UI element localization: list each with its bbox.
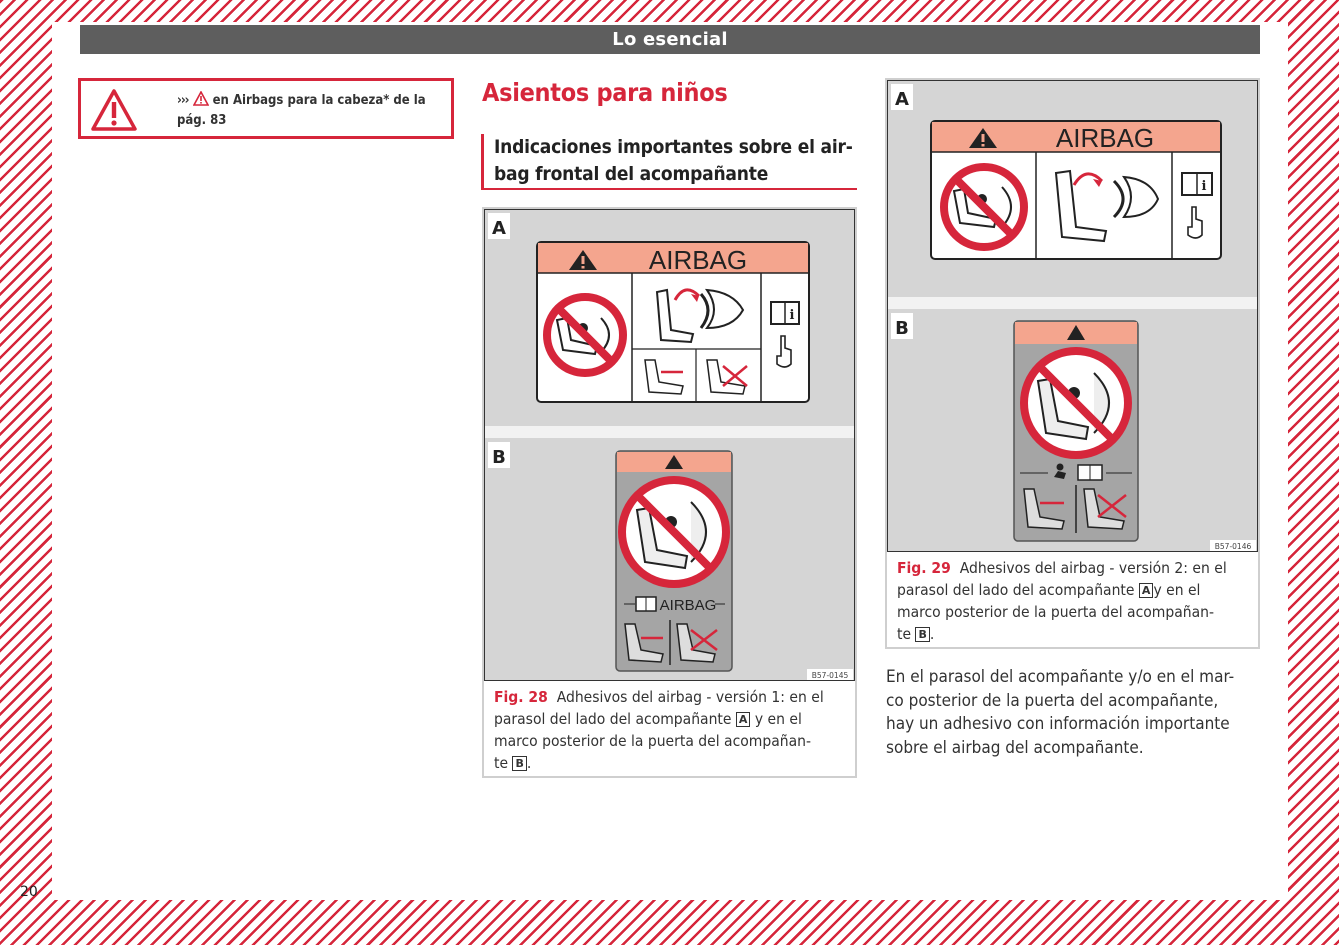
key-b-box: B — [915, 627, 929, 642]
caption-line: parasol del lado del acompañante — [494, 710, 732, 728]
figure-28-label-a: A — [492, 218, 506, 239]
figure-29-caption: Fig. 29 Adhesivos del airbag - versión 2: en el parasol del lado del acompañante A y en el marco posterior de la puerta del acompañan- te B . — [897, 557, 1257, 645]
figure-28-number: Fig. 28 — [494, 688, 548, 706]
airbag-sticker-v2 — [931, 121, 1221, 259]
no-child-seat-icon — [547, 297, 623, 373]
caption-line: marco posterior de la puerta del acompañan- — [897, 603, 1215, 621]
no-child-seat-icon — [1024, 351, 1128, 455]
warning-box — [78, 78, 454, 139]
caption-line: te — [897, 625, 912, 643]
svg-text:i: i — [1201, 179, 1207, 194]
body-paragraph — [886, 666, 1262, 760]
figure-29-image — [887, 80, 1258, 552]
warning-text[interactable]: en Airbags para la cabeza* de la pág. 83 — [177, 93, 426, 128]
manual-icon — [771, 302, 799, 324]
figure-29-code: B57-0146 — [1214, 542, 1252, 551]
page-number: 20 — [20, 884, 38, 900]
warning-reference — [177, 91, 439, 131]
caption-line: te — [494, 754, 509, 772]
sticker-airbag-title: AIRBAG — [648, 245, 748, 275]
airbag-door-sticker-v1 — [616, 451, 732, 671]
caption-line: marco posterior de la puerta del acompañan- — [494, 732, 812, 750]
svg-text:i: i — [789, 308, 795, 323]
caption-line: parasol del lado del acompañante — [897, 581, 1135, 599]
continue-arrows: ››› — [177, 93, 189, 108]
figure-29-number: Fig. 29 — [897, 559, 951, 577]
figure-29 — [885, 78, 1260, 649]
page-header: Lo esencial — [80, 25, 1260, 54]
figure-28-caption: Fig. 28 Adhesivos del airbag - versión 1: en el parasol del lado del acompañante A y en el marco posterior de la puerta del acompañan- te B . — [494, 686, 854, 774]
sticker-airbag-title: AIRBAG — [1055, 123, 1155, 153]
figure-29-label-a: A — [895, 89, 909, 110]
body-line: hay un adhesivo con información importante — [886, 714, 1230, 734]
subtitle-line-2: bag frontal del acompañante — [494, 163, 769, 185]
section-title: Asientos para niños — [482, 78, 728, 107]
body-line: sobre el airbag del acompañante. — [886, 737, 1144, 758]
figure-28 — [482, 207, 857, 778]
key-a-box: A — [736, 712, 751, 727]
caption-line: y en el — [1153, 581, 1201, 599]
caption-line: Adhesivos del airbag - versión 2: en el — [959, 559, 1227, 577]
figure-28-code: B57-0145 — [811, 671, 849, 680]
airbag-door-sticker-v2 — [1014, 321, 1138, 541]
sticker-b-airbag-label: AIRBAG — [659, 597, 717, 614]
figure-28-image — [484, 209, 855, 681]
key-a-box: A — [1139, 583, 1154, 598]
section-subtitle — [481, 134, 857, 190]
figure-28-label-b: B — [492, 447, 506, 468]
no-child-seat-icon — [944, 167, 1024, 247]
subtitle-line-1: Indicaciones importantes sobre el air- — [494, 136, 853, 158]
body-line: En el parasol del acompañante y/o en el mar- — [886, 667, 1235, 687]
manual-icon — [1078, 465, 1102, 480]
manual-icon — [1182, 173, 1212, 195]
no-child-seat-icon — [622, 480, 726, 584]
manual-icon — [636, 597, 656, 611]
body-line: co posterior de la puerta del acompañante, — [886, 690, 1219, 711]
caption-line: Adhesivos del airbag - versión 1: en el — [556, 688, 824, 706]
key-b-box: B — [512, 756, 526, 771]
warning-icon — [89, 87, 139, 133]
airbag-sticker-v1 — [537, 242, 809, 402]
caption-line: y en el — [754, 710, 802, 728]
warning-small-icon — [193, 91, 209, 106]
figure-29-label-b: B — [895, 318, 909, 339]
